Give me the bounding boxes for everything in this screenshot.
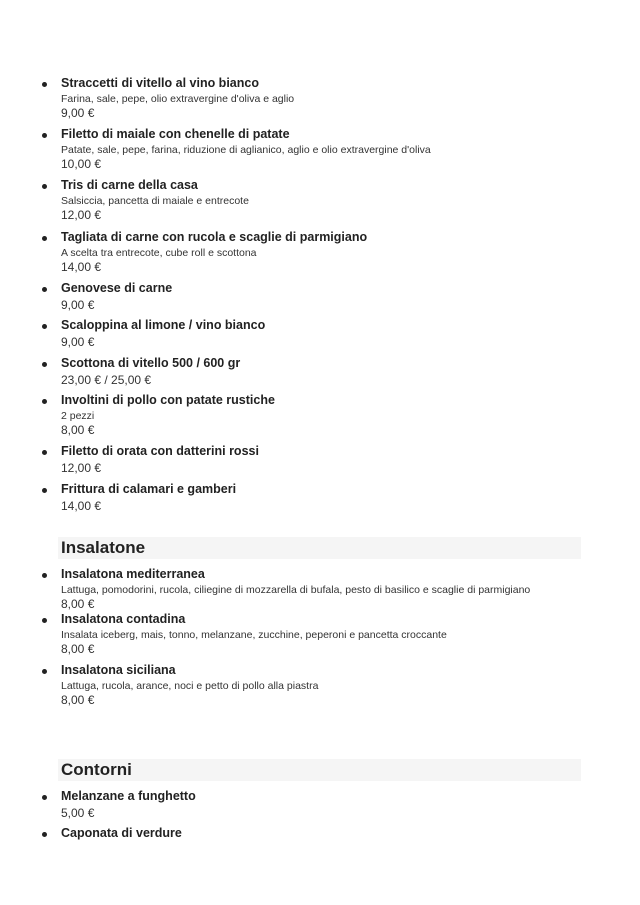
item-description: Salsiccia, pancetta di maiale e entrecote [61, 195, 249, 207]
item-name: Scottona di vitello 500 / 600 gr [61, 356, 241, 370]
bullet [42, 832, 47, 837]
bullet [42, 618, 47, 623]
item-description: A scelta tra entrecote, cube roll e scottona [61, 247, 257, 259]
item-price: 9,00 € [61, 298, 95, 312]
bullet [42, 133, 47, 138]
menu-item [61, 356, 601, 388]
item-name: Tris di carne della casa [61, 178, 198, 192]
bullet [42, 362, 47, 367]
bullet [42, 669, 47, 674]
menu-item [61, 178, 601, 223]
item-description: Lattuga, pomodorini, rucola, ciliegine di mozzarella di bufala, pesto di basilico e scaglie di parmigiano [61, 584, 531, 596]
section-header-contorni [58, 759, 581, 781]
item-price: 12,00 € [61, 461, 102, 475]
bullet [42, 184, 47, 189]
item-name: Insalatona siciliana [61, 663, 176, 677]
item-description: 2 pezzi [61, 410, 95, 422]
item-price: 9,00 € [61, 106, 95, 120]
bullet [42, 450, 47, 455]
menu-item [61, 663, 601, 708]
item-price: 8,00 € [61, 642, 95, 656]
item-description: Patate, sale, pepe, farina, riduzione di aglianico, aglio e olio extravergine d'oliva [61, 144, 431, 156]
item-price: 8,00 € [61, 693, 95, 707]
menu-item [61, 482, 601, 514]
item-name: Scaloppina al limone / vino bianco [61, 318, 266, 332]
item-price: 23,00 € / 25,00 € [61, 373, 152, 387]
section-title: Insalatone [61, 538, 146, 557]
section-title: Contorni [61, 760, 132, 779]
item-name: Melanzane a funghetto [61, 789, 196, 803]
item-name: Caponata di verdure [61, 826, 182, 840]
section-header-insalatone [58, 537, 581, 559]
bullet [42, 82, 47, 87]
bullet [42, 795, 47, 800]
item-name: Filetto di maiale con chenelle di patate [61, 127, 290, 141]
item-price: 9,00 € [61, 335, 95, 349]
item-name: Insalatona contadina [61, 612, 186, 626]
item-name: Frittura di calamari e gamberi [61, 482, 237, 496]
menu-item [61, 230, 601, 275]
item-price: 10,00 € [61, 157, 102, 171]
menu-item [61, 393, 601, 438]
menu-item [61, 826, 601, 841]
bullet [42, 236, 47, 241]
item-name: Genovese di carne [61, 281, 173, 295]
item-description: Insalata iceberg, mais, tonno, melanzane, zucchine, peperoni e pancetta croccante [61, 629, 447, 641]
item-name: Insalatona mediterranea [61, 567, 205, 581]
item-name: Straccetti di vitello al vino bianco [61, 76, 259, 90]
bullet [42, 324, 47, 329]
item-price: 12,00 € [61, 208, 102, 222]
menu-item [61, 567, 601, 612]
menu-item [61, 789, 601, 821]
menu-item [61, 444, 601, 476]
bullet [42, 399, 47, 404]
menu-item [61, 612, 601, 657]
bullet [42, 573, 47, 578]
menu-item [61, 127, 601, 172]
menu-item [61, 318, 601, 350]
item-price: 14,00 € [61, 499, 102, 513]
bullet [42, 488, 47, 493]
item-price: 8,00 € [61, 597, 95, 611]
item-name: Tagliata di carne con rucola e scaglie di parmigiano [61, 230, 368, 244]
item-price: 14,00 € [61, 260, 102, 274]
menu-item [61, 281, 601, 313]
item-price: 5,00 € [61, 806, 95, 820]
bullet [42, 287, 47, 292]
item-description: Lattuga, rucola, arance, noci e petto di pollo alla piastra [61, 680, 319, 692]
item-name: Filetto di orata con datterini rossi [61, 444, 259, 458]
item-price: 8,00 € [61, 423, 95, 437]
menu-item [61, 76, 601, 121]
item-name: Involtini di pollo con patate rustiche [61, 393, 275, 407]
item-description: Farina, sale, pepe, olio extravergine d'oliva e aglio [61, 93, 295, 105]
